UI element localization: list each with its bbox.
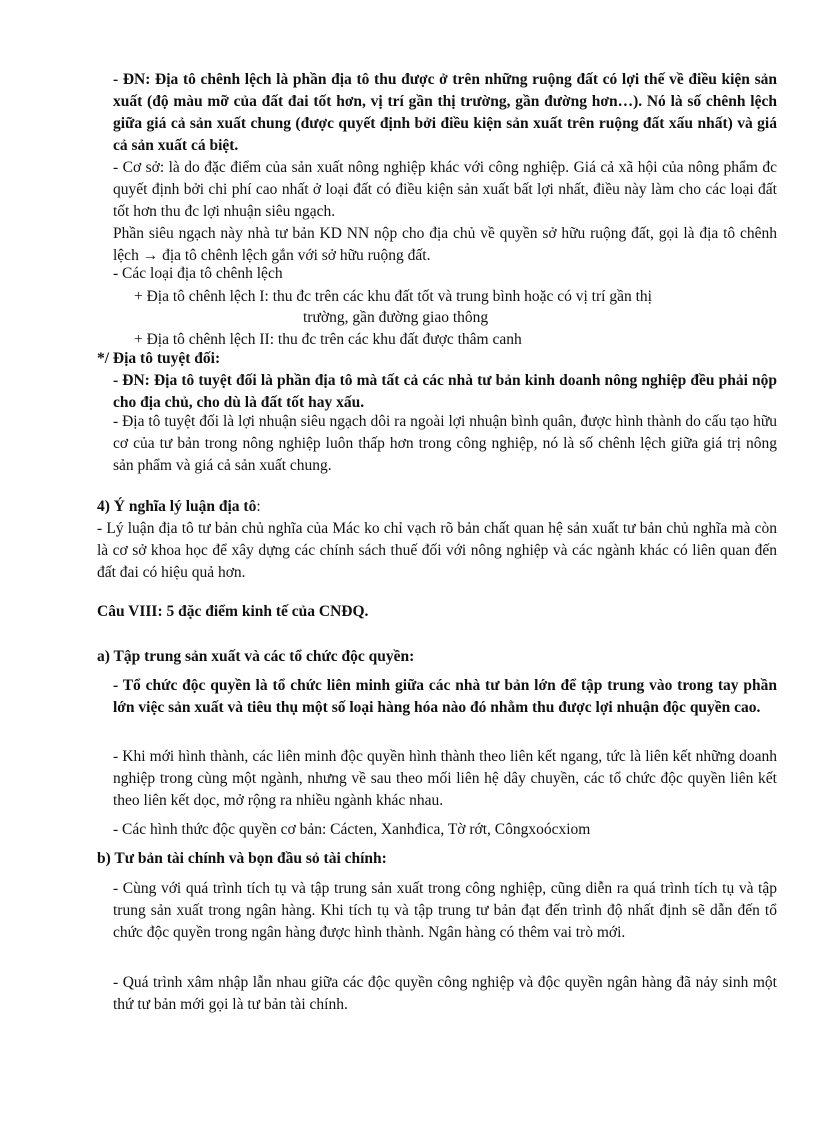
rent-meaning-content: - Lý luận địa tô tư bản chủ nghĩa của Mác ko chỉ vạch rõ bản chất quan hệ sản xuất tư bản chủ nghĩa mà còn là cơ sở khoa học để xây dựng các chính sách thuế đối với nông nghiệp và các ngành khác có liên quan đến đất đai có hiệu quả hơn. [97,520,777,581]
absolute-rent-definition: - ĐN: Địa tô tuyệt đối là phần địa tô mà tất cả các nhà tư bản kinh doanh nông nghiệp đều phải nộp cho địa chủ, cho dù là đất tốt hay xấu. [113,372,777,411]
section-a-title: a) Tập trung sản xuất và các tổ chức độc quyền: [97,648,415,665]
rent-meaning-title-bold: 4) Ý nghĩa lý luận địa tô [97,498,257,515]
section-b-title: b) Tư bản tài chính và bọn đầu sỏ tài chính: [97,850,387,867]
differential-rent-type1-line1: + Địa tô chênh lệch I: thu đc trên các khu đất tốt và trung bình hoặc có vị trí gần thị [134,288,652,305]
absolute-rent-explanation: - Địa tô tuyệt đối là lợi nhuận siêu ngạch dôi ra ngoài lợi nhuận bình quân, được hình thành do cấu tạo hữu cơ của tư bản trong nông nghiệp luôn thấp hơn trong công nghiệp, nó là số chênh lệch giữa giá trị nông sản phẩm và giá cả sản xuất chung. [113,413,777,474]
monopoly-definition: - Tổ chức độc quyền là tổ chức liên minh giữa các nhà tư bản lớn để tập trung vào trong tay phần lớn việc sản xuất và tiêu thụ một số loại hàng hóa nào đó nhằm thu được lợi nhuận độc quyền cao. [113,677,777,716]
differential-rent-types-title: - Các loại địa tô chênh lệch [113,265,283,282]
rent-meaning-title [97,496,261,518]
differential-rent-surplus: Phần siêu ngạch này nhà tư bản KD NN nộp cho địa chủ về quyền sở hữu ruộng đất, gọi là địa tô chênh lệch → địa tô chênh lệch gắn với sở hữu ruộng đất. [113,225,777,264]
finance-capital-para2: - Quá trình xâm nhập lẫn nhau giữa các độc quyền công nghiệp và độc quyền ngân hàng đã nảy sinh một thứ tư bản mới gọi là tư bản tài chính. [113,974,777,1013]
differential-rent-definition: - ĐN: Địa tô chênh lệch là phần địa tô thu được ở trên những ruộng đất có lợi thế về điều kiện sản xuất (độ màu mỡ của đất đai tốt hơn, vị trí gần thị trường, gần đường hơn…). Nó là số chênh lệch giữa giá cả sản xuất chung (được quyết định bởi điều kiện sản xuất trên ruộng đất xấu nhất) và giá cả sản xuất cá biệt. [113,71,777,154]
monopoly-formation: - Khi mới hình thành, các liên minh độc quyền hình thành theo liên kết ngang, tức là liên kết những doanh nghiệp trong cùng một ngành, nhưng về sau theo mối liên hệ dây chuyền, các tổ chức độc quyền liên kết theo liên kết dọc, mở rộng ra nhiều ngành khác nhau. [113,748,777,809]
question-viii-title: Câu VIII: 5 đặc điểm kinh tế của CNĐQ. [97,603,369,620]
differential-rent-type2: + Địa tô chênh lệch II: thu đc trên các khu đất được thâm canh [134,331,522,348]
absolute-rent-title: */ Địa tô tuyệt đối: [97,350,221,367]
monopoly-forms: - Các hình thức độc quyền cơ bản: Cácten, Xanhđica, Tờ rớt, Côngxoócxiom [113,821,591,838]
differential-rent-basis: - Cơ sở: là do đặc điểm của sản xuất nông nghiệp khác với công nghiệp. Giá cả xã hội của nông phẩm đc quyết định bởi chi phí cao nhất ở loại đất có điều kiện sản xuất bất lợi nhất, điều này làm cho các loại đất tốt hơn thu đc lợi nhuận siêu ngạch. [113,159,777,220]
rent-meaning-title-colon: : [256,498,261,515]
differential-rent-type1-line2: trường, gần đường giao thông [303,309,489,326]
finance-capital-para1: - Cùng với quá trình tích tụ và tập trung sản xuất trong công nghiệp, cũng diễn ra quá trình tích tụ và tập trung sản xuất trong ngân hàng. Khi tích tụ và tập trung tư bản đạt đến trình độ nhất định sẽ dẫn đến tổ chức độc quyền trong ngân hàng được hình thành. Ngân hàng có thêm vai trò mới. [113,880,777,941]
